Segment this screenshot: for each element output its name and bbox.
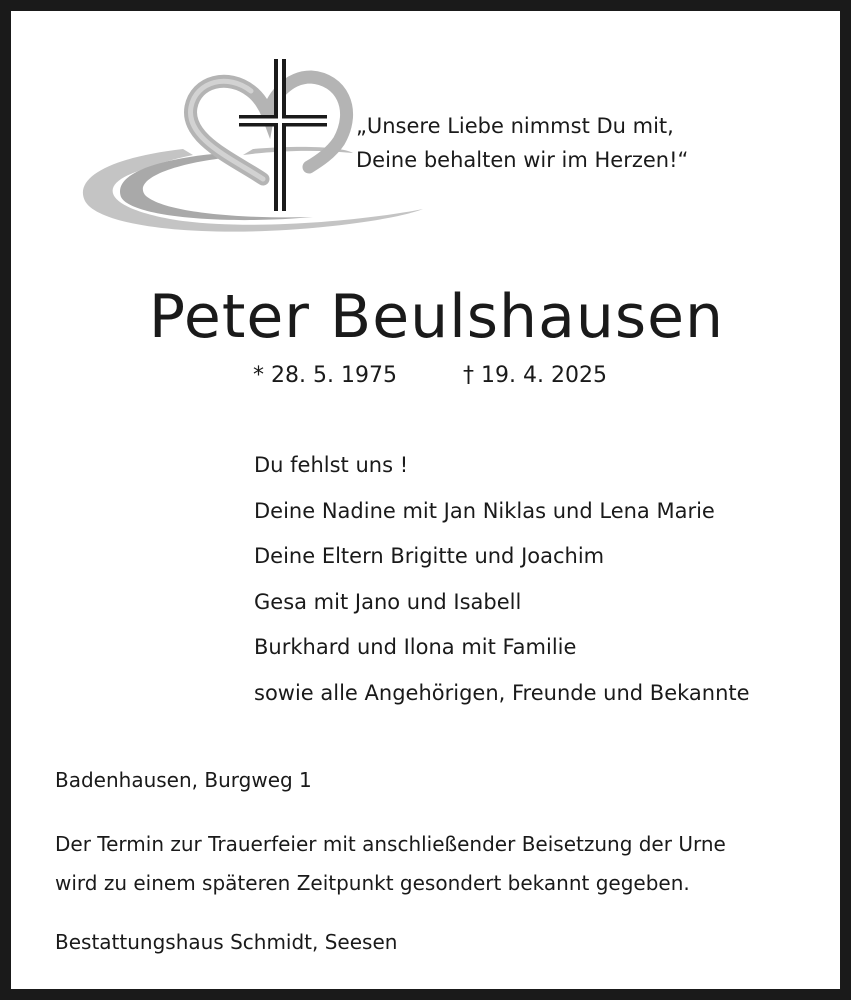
mourners-list <box>254 443 750 716</box>
mourner-line: Deine Nadine mit Jan Niklas und Lena Marie <box>254 498 715 523</box>
mourner-line: Du fehlst uns ! <box>254 453 409 477</box>
birth-date: * 28. 5. 1975 <box>253 363 397 388</box>
mourner-line: sowie alle Angehörigen, Freunde und Bekannte <box>254 680 750 705</box>
address: Badenhausen, Burgweg 1 <box>55 768 312 792</box>
mourner-line: Burkhard und Ilona mit Familie <box>254 635 577 659</box>
funeral-notice <box>55 825 726 903</box>
notice-line-1: Der Termin zur Trauerfeier mit anschließender Beisetzung der Urne <box>55 832 726 856</box>
quote <box>356 109 688 177</box>
deceased-name: Peter Beulshausen <box>148 282 725 352</box>
death-date: † 19. 4. 2025 <box>463 363 607 388</box>
quote-line-2: Deine behalten wir im Herzen!“ <box>356 148 689 172</box>
notice-line-2: wird zu einem späteren Zeitpunkt gesondert bekannt gegeben. <box>55 871 690 895</box>
mourner-line: Gesa mit Jano und Isabell <box>254 589 522 614</box>
quote-line-1: „Unsere Liebe nimmst Du mit, <box>356 114 674 138</box>
mourner-line: Deine Eltern Brigitte und Joachim <box>254 544 605 568</box>
undertaker: Bestattungshaus Schmidt, Seesen <box>55 930 398 954</box>
